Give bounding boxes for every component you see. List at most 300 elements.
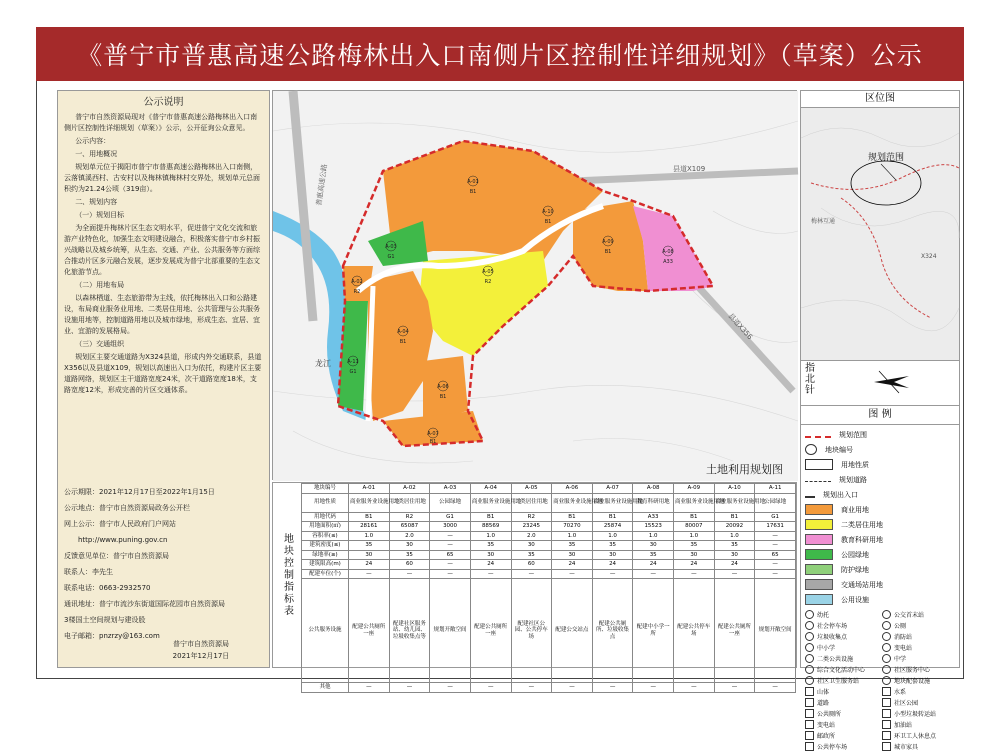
legend-label: 垃圾收集点 <box>817 634 848 641</box>
table-cell: 30 <box>349 550 390 560</box>
table-cell: B1 <box>592 512 633 522</box>
table-cell: 商业服务业设施用地 <box>592 493 633 512</box>
legend-item <box>805 427 955 442</box>
legend-label: 用地性质 <box>841 460 869 469</box>
notice-date: 2021年12月17日 <box>172 652 230 660</box>
table-cell: — <box>755 569 796 579</box>
table-cell: 30 <box>470 550 511 560</box>
table-cell: 配建社区服务站、幼儿园、垃圾收集点等 <box>389 579 430 683</box>
location-label: 规划范围 <box>867 153 905 163</box>
notice-phone: 联系电话：0663-2932570 <box>64 584 151 592</box>
legend-secondary <box>805 609 955 752</box>
legend-item <box>805 502 955 517</box>
table-row <box>302 541 796 551</box>
table-row-label: 地块编号 <box>302 484 349 494</box>
table-row <box>302 560 796 570</box>
legend-symbol-icon <box>882 610 891 619</box>
legend-item <box>882 609 955 620</box>
legend-item <box>805 708 878 719</box>
notice-s2-2: （二）用地布局 <box>75 281 125 289</box>
legend-label: 加油站 <box>894 722 913 729</box>
legend-label: 城市家具 <box>894 744 919 751</box>
table-cell: — <box>714 569 755 579</box>
legend-item <box>805 642 878 653</box>
table-cell: 35 <box>674 541 715 551</box>
table-cell: 1.0 <box>674 531 715 541</box>
legend-label: 社会停车场 <box>817 623 848 630</box>
table-cell: 17631 <box>755 522 796 532</box>
compass-row <box>801 361 959 406</box>
plot-a11-type: G1 <box>349 369 357 375</box>
control-index-table-area <box>272 482 797 691</box>
table-cell: 35 <box>349 541 390 551</box>
legend-symbol-icon <box>805 709 814 718</box>
table-cell: — <box>430 541 471 551</box>
legend-item <box>882 642 955 653</box>
table-row <box>302 512 796 522</box>
table-cell: 24 <box>552 560 593 570</box>
legend <box>801 425 959 754</box>
legend-item <box>805 631 878 642</box>
table-cell: 60 <box>389 560 430 570</box>
plot-a09-type: B1 <box>604 249 612 255</box>
legend-symbol-icon <box>805 504 833 515</box>
legend-symbol-icon <box>805 564 833 575</box>
table-cell: 88569 <box>470 522 511 532</box>
legend-item <box>805 517 955 532</box>
table-cell: — <box>430 569 471 579</box>
table-cell: — <box>633 569 674 579</box>
table-cell: 24 <box>592 560 633 570</box>
table-cell: A-10 <box>714 484 755 494</box>
table-cell: A-08 <box>633 484 674 494</box>
table-cell: 80007 <box>674 522 715 532</box>
plot-a03-code: A-03 <box>385 244 397 250</box>
legend-item <box>805 697 878 708</box>
legend-item <box>805 609 878 620</box>
table-row-label: 用地面积(㎡) <box>302 522 349 532</box>
legend-symbol-icon <box>882 621 891 630</box>
table-row <box>302 550 796 560</box>
table-cell: A-07 <box>592 484 633 494</box>
plot-a10-type: B1 <box>544 219 552 225</box>
legend-label: 幼托 <box>817 612 830 619</box>
table-row-label: 用地代码 <box>302 512 349 522</box>
table-cell: — <box>755 683 796 693</box>
table-side-title <box>273 483 302 667</box>
plot-a01-type: B1 <box>469 189 477 195</box>
land-use-map-svg <box>273 91 798 481</box>
legend-label: 社区卫生服务站 <box>817 678 860 685</box>
legend-symbol-icon <box>805 579 833 590</box>
legend-item <box>882 730 955 741</box>
table-cell: — <box>349 569 390 579</box>
legend-label: 小型垃圾转运站 <box>894 711 937 718</box>
table-cell: 65087 <box>389 522 430 532</box>
legend-symbol-icon <box>882 742 891 751</box>
table-cell: 35 <box>633 550 674 560</box>
table-cell: 配建公共厕所、垃圾收集点 <box>592 579 633 683</box>
legend-symbol-icon <box>805 654 814 663</box>
table-cell: — <box>552 683 593 693</box>
legend-label: 变电站 <box>894 645 913 652</box>
table-row-label: 用地性质 <box>302 493 349 512</box>
table-row-label: 建筑密度(≤) <box>302 541 349 551</box>
legend-item <box>805 686 878 697</box>
table-cell: B1 <box>674 512 715 522</box>
legend-symbol-icon <box>805 481 831 482</box>
table-cell: 配建公共厕所一座 <box>470 579 511 683</box>
legend-item <box>882 708 955 719</box>
legend-symbol-icon <box>805 643 814 652</box>
legend-item <box>805 562 955 577</box>
table-cell: B1 <box>470 512 511 522</box>
table-row-label: 其他 <box>302 683 349 693</box>
table-row <box>302 522 796 532</box>
legend-item <box>805 547 955 562</box>
table-cell: 配建中小学一所 <box>633 579 674 683</box>
legend-symbol-icon <box>805 665 814 674</box>
legend-item <box>805 457 955 472</box>
table-cell: 1.0 <box>552 531 593 541</box>
table-cell: B1 <box>714 512 755 522</box>
plot-a04-type: B1 <box>399 339 407 345</box>
table-row-label: 容积率(≤) <box>302 531 349 541</box>
table-cell: 24 <box>674 560 715 570</box>
legend-symbol-icon <box>805 519 833 530</box>
legend-item <box>805 487 955 502</box>
legend-symbol-icon <box>882 665 891 674</box>
table-cell: A-02 <box>389 484 430 494</box>
legend-label: 中小学 <box>817 645 836 652</box>
plot-a10-code: A-10 <box>542 209 554 215</box>
legend-item <box>882 664 955 675</box>
legend-symbol-icon <box>882 687 891 696</box>
legend-label: 邮政所 <box>817 733 836 740</box>
table-cell: 规划开敞空间 <box>430 579 471 683</box>
legend-symbol-icon <box>805 621 814 630</box>
notice-s2-2-text: 以森林栖道、生态旅游带为主线，依托梅林出入口和公路建设，布局商业服务业用地、二类居住用地、公共管理与公共服务设施用地等，控制道路用地以及城市绿地，形成生态、宜居、宜业、宜游的发展格局。 <box>64 294 260 335</box>
table-cell: — <box>592 569 633 579</box>
legend-symbol-icon <box>805 687 814 696</box>
location-map-bg <box>801 108 959 360</box>
plot-a05-type: R2 <box>484 279 492 285</box>
legend-label: 道路 <box>817 700 830 707</box>
location-title: 区位图 <box>801 91 959 108</box>
table-cell: A-06 <box>552 484 593 494</box>
table-cell: — <box>592 683 633 693</box>
table-cell: 商业服务业设施用地 <box>714 493 755 512</box>
legend-label: 消防站 <box>894 634 913 641</box>
table-cell: 二类居住用地 <box>511 493 552 512</box>
notice-intro: 普宁市自然资源局现对《普宁市普惠高速公路梅林出入口南侧片区控制性详细规划（草案）》公示，公开征询公众意见。 <box>64 113 258 132</box>
plot-a02-type: R2 <box>353 289 361 295</box>
table-row <box>302 484 796 494</box>
plot-a11-code: A-11 <box>347 359 359 365</box>
notice-s1: 一、用地概况 <box>75 150 118 158</box>
legend-symbol-icon <box>882 720 891 729</box>
notice-contact: 联系人：李先生 <box>64 568 113 576</box>
plot-a07-type: B1 <box>429 439 437 445</box>
legend-label: 二类居住用地 <box>841 520 883 529</box>
table-cell: G1 <box>755 512 796 522</box>
right-column <box>800 90 960 751</box>
table-cell: A-11 <box>755 484 796 494</box>
legend-symbol-icon <box>805 698 814 707</box>
legend-symbol-icon <box>805 742 814 751</box>
table-cell: 1.0 <box>714 531 755 541</box>
legend-label: 规划道路 <box>839 475 867 484</box>
table-cell: — <box>674 683 715 693</box>
map-title: 土地利用规划图 <box>706 463 783 476</box>
legend-symbol-icon <box>882 643 891 652</box>
legend-label: 环卫工人休息点 <box>894 733 937 740</box>
table-row <box>302 531 796 541</box>
table-cell: — <box>470 569 511 579</box>
location-map-svg <box>801 108 959 360</box>
plot-a06-code: A-06 <box>437 384 449 390</box>
plot-a03-type: G1 <box>387 254 395 260</box>
table-cell: 60 <box>511 560 552 570</box>
legend-label: 规划范围 <box>839 430 867 439</box>
table-cell: 公园绿地 <box>430 493 471 512</box>
legend-label: 公交首末站 <box>894 612 925 619</box>
legend-label: 教育科研用地 <box>841 535 883 544</box>
table-row-label: 配建车位(个) <box>302 569 349 579</box>
legend-item <box>882 631 955 642</box>
legend-symbol-icon <box>805 731 814 740</box>
table-cell: — <box>755 541 796 551</box>
table-cell: 25874 <box>592 522 633 532</box>
legend-item <box>805 442 955 457</box>
table-cell: R2 <box>511 512 552 522</box>
table-cell: A-04 <box>470 484 511 494</box>
table-cell: 配建社区公园、公共停车场 <box>511 579 552 683</box>
table-cell: 配建公交站点 <box>552 579 593 683</box>
notice-s1-text: 规划单元位于揭阳市普宁市普惠高速公路梅林出入口南侧，云落镇溪西村、古安村以及梅林镇梅林村交界处，规划单元总面积约为21.24公顷（319亩）。 <box>64 163 260 193</box>
table-cell: — <box>714 683 755 693</box>
table-cell: 30 <box>714 550 755 560</box>
north-arrow-icon <box>819 361 959 403</box>
table-cell: — <box>755 560 796 570</box>
legend-label: 中学 <box>894 656 907 663</box>
table-cell: 23245 <box>511 522 552 532</box>
legend-item <box>882 719 955 730</box>
table-cell: 1.0 <box>592 531 633 541</box>
legend-symbol-icon <box>805 444 817 455</box>
notice-web: 网上公示：普宁市人民政府门户网站 <box>64 520 176 528</box>
table-cell: 3000 <box>430 522 471 532</box>
notice-address: 通讯地址：普宁市流沙东街道国际花园市自然资源局 <box>64 600 225 608</box>
table-row <box>302 683 796 693</box>
table-cell: 65 <box>430 550 471 560</box>
notice-email: 电子邮箱：pnzrzy@163.com <box>64 632 160 640</box>
legend-label: 公厕 <box>894 623 907 630</box>
legend-label: 交通场站用地 <box>841 580 883 589</box>
table-cell: G1 <box>430 512 471 522</box>
legend-item <box>805 620 878 631</box>
table-row <box>302 569 796 579</box>
table-cell: 30 <box>674 550 715 560</box>
legend-label: 山体 <box>817 689 830 696</box>
table-cell: — <box>430 683 471 693</box>
table-cell: 配建公共厕所一座 <box>349 579 390 683</box>
legend-label: 变电站 <box>817 722 836 729</box>
table-cell: 1.0 <box>633 531 674 541</box>
control-index-table <box>301 483 796 693</box>
legend-symbol-icon <box>805 594 833 605</box>
notice-place: 公示地点：普宁市自然资源局政务公开栏 <box>64 504 190 512</box>
plot-a04-code: A-04 <box>397 329 409 335</box>
table-cell: — <box>349 683 390 693</box>
legend-item <box>805 472 955 487</box>
notice-panel <box>57 90 270 668</box>
plot-a05-code: A-05 <box>482 269 494 275</box>
table-cell: 二类居住用地 <box>389 493 430 512</box>
notice-s2-3-text: 规划区主要交通道路为X324县道，形成内外交通联系，县道X356以及县道X109，规划以高速出入口为依托，构建片区主要道路网络，规划区主干道路宽度24米，次干道路宽度18米，支路宽度12米，形成完善的片区交通体系。 <box>64 353 262 394</box>
table-cell: 公园绿地 <box>755 493 796 512</box>
table-row-label: 建筑限高(m) <box>302 560 349 570</box>
table-cell: 65 <box>755 550 796 560</box>
legend-symbol-icon <box>805 632 814 641</box>
notice-s2: 二、规划内容 <box>75 198 118 206</box>
road-top-label: 县道X109 <box>673 165 706 173</box>
legend-item <box>882 686 955 697</box>
notice-heading: 公示说明 <box>143 97 184 108</box>
table-cell: 商业服务业设施用地 <box>674 493 715 512</box>
table-cell: — <box>470 683 511 693</box>
table-cell: 1.0 <box>349 531 390 541</box>
table-cell: — <box>511 569 552 579</box>
table-cell: 35 <box>470 541 511 551</box>
table-cell: 商业服务业设施用地 <box>552 493 593 512</box>
table-cell: 2.0 <box>389 531 430 541</box>
table-cell: 2.0 <box>511 531 552 541</box>
table-cell: R2 <box>389 512 430 522</box>
plot-a01-code: A-01 <box>467 179 479 185</box>
legend-title: 图 例 <box>801 406 959 425</box>
table-cell: 28161 <box>349 522 390 532</box>
notice-url[interactable]: http://www.puning.gov.cn <box>78 536 168 544</box>
legend-item <box>805 719 878 730</box>
legend-symbol-icon <box>805 534 833 545</box>
compass-label: 指北针 <box>805 363 815 396</box>
legend-symbol-icon <box>805 720 814 729</box>
legend-label: 商业用地 <box>841 505 869 514</box>
table-cell: — <box>755 531 796 541</box>
table-cell: 教育科研用地 <box>633 493 674 512</box>
legend-label: 地块配套设施 <box>894 678 931 685</box>
north-arrow-shape <box>874 376 909 388</box>
legend-label: 综合文化活动中心 <box>817 667 866 674</box>
legend-label: 公园绿地 <box>841 550 869 559</box>
table-cell: A-03 <box>430 484 471 494</box>
legend-label: 防护绿地 <box>841 565 869 574</box>
table-row-label: 绿地率(≥) <box>302 550 349 560</box>
table-cell: 24 <box>714 560 755 570</box>
legend-symbol-icon <box>805 676 814 685</box>
river-label: 龙江 <box>315 359 331 368</box>
legend-item <box>805 592 955 607</box>
table-cell: B1 <box>349 512 390 522</box>
road-left-label: 普惠高速公路 <box>315 163 329 207</box>
table-cell: 24 <box>633 560 674 570</box>
table-cell: 35 <box>511 550 552 560</box>
legend-symbol-icon <box>805 492 815 498</box>
notice-dept: 反馈意见单位：普宁市自然资源局 <box>64 552 169 560</box>
legend-item <box>805 730 878 741</box>
legend-label: 规划出入口 <box>823 490 858 499</box>
notice-s2-1-text: 为全面提升梅林片区生态文明水平，促进普宁文化交流和旅游产业特色化，加强生态文明建设融合，积极落实普宁市乡村振兴战略以及城乡统筹，从生态、交通、产业、公共服务等方面综合推动片区多元融合发展，逐步发展成为普宁北部重要的生态文化旅游节点。 <box>64 224 260 276</box>
table-cell: 30 <box>552 550 593 560</box>
legend-label: 公用设施 <box>841 595 869 604</box>
table-cell: 30 <box>592 550 633 560</box>
notice-period: 公示期限：2021年12月17日至2022年1月15日 <box>64 488 215 496</box>
table-cell: — <box>674 569 715 579</box>
notice-sign: 普宁市自然资源局 <box>173 640 229 648</box>
table-cell: 配建公共停车场 <box>674 579 715 683</box>
table-cell: 70270 <box>552 522 593 532</box>
table-side-label: 地块控制指标表 <box>281 533 293 617</box>
table-row <box>302 493 796 512</box>
table-cell: 规划开敞空间 <box>755 579 796 683</box>
legend-item <box>882 620 955 631</box>
legend-item <box>882 741 955 752</box>
land-use-map <box>272 90 797 480</box>
table-cell: 1.0 <box>470 531 511 541</box>
table-cell: — <box>511 683 552 693</box>
legend-symbol-icon <box>805 549 833 560</box>
legend-item <box>805 577 955 592</box>
legend-label: 水系 <box>894 689 907 696</box>
table-cell: A-05 <box>511 484 552 494</box>
table-cell: 30 <box>389 541 430 551</box>
road-right-label: 县道X356 <box>726 311 754 342</box>
table-cell: — <box>430 531 471 541</box>
legend-label: 社区公园 <box>894 700 919 707</box>
legend-item <box>805 664 878 675</box>
table-cell: 24 <box>470 560 511 570</box>
location-road-label: 梅林互通 <box>811 218 836 225</box>
legend-item <box>805 653 878 664</box>
table-cell: — <box>633 683 674 693</box>
legend-item <box>882 653 955 664</box>
legend-label: 二类公共设施 <box>817 656 854 663</box>
legend-label: 公共停车场 <box>817 744 848 751</box>
table-cell: 30 <box>511 541 552 551</box>
plot-a02-code: A-02 <box>351 279 363 285</box>
table-cell: 15523 <box>633 522 674 532</box>
plot-a08-type: A33 <box>663 259 673 265</box>
table-cell: 20092 <box>714 522 755 532</box>
table-cell: — <box>430 560 471 570</box>
table-cell: 配建公共厕所一座 <box>714 579 755 683</box>
plot-a07-code: A-07 <box>427 431 439 437</box>
table-cell: 35 <box>592 541 633 551</box>
plot-a08-code: A-08 <box>662 249 674 255</box>
page-title: 《普宁市普惠高速公路梅林出入口南侧片区控制性详细规划》（草案）公示 <box>77 41 923 70</box>
legend-item <box>882 697 955 708</box>
table-cell: 35 <box>552 541 593 551</box>
title-bar <box>36 27 964 81</box>
table-row <box>302 579 796 683</box>
legend-label: 公共厕所 <box>817 711 842 718</box>
legend-symbol-icon <box>882 731 891 740</box>
table-cell: — <box>389 683 430 693</box>
legend-symbol-icon <box>882 676 891 685</box>
notice-s2-1: （一）规划目标 <box>75 211 125 219</box>
plot-a06-type: B1 <box>439 394 447 400</box>
